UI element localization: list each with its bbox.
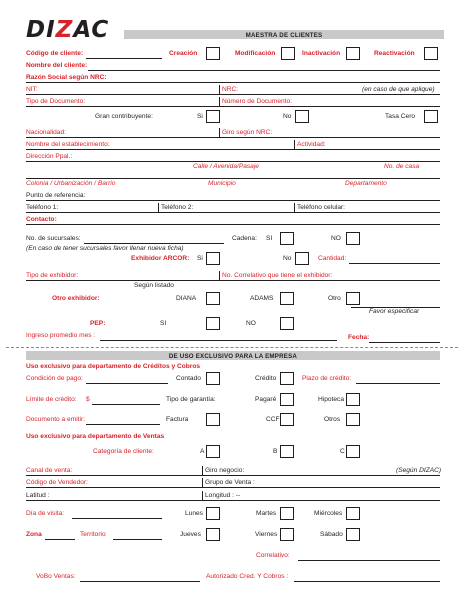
sucursales-note: (En caso de tener sucursales favor llenar nueva ficha)	[26, 245, 184, 252]
condicion-pago-field[interactable]	[86, 383, 168, 384]
correlativo-label: Correlativo:	[256, 552, 290, 559]
nit-label: NIT:	[26, 86, 38, 93]
nombre-cliente-label: Nombre del cliente:	[26, 62, 88, 69]
pep-si-checkbox[interactable]	[206, 317, 220, 330]
factura-checkbox[interactable]	[206, 413, 220, 426]
page-title: MAESTRA DE CLIENTES	[245, 31, 323, 39]
ccf-label: CCF	[266, 416, 280, 423]
segun-dizac-label: (Según DIZAC)	[396, 467, 442, 474]
autorizado-label: Autorizado Cred. Y Cobros :	[206, 573, 289, 580]
hipoteca-label: Hipoteca	[318, 396, 345, 403]
tipo-documento-line[interactable]	[26, 106, 440, 107]
telefonos-line[interactable]	[26, 212, 440, 213]
giro-negocio-label: Giro negocio:	[205, 467, 245, 474]
tipo-exhibidor-label: Tipo de exhibidor:	[26, 272, 79, 279]
otros-label: Otros	[324, 416, 341, 423]
limite-credito-field[interactable]	[92, 404, 160, 405]
categoria-c-checkbox[interactable]	[346, 445, 360, 458]
credito-label: Crédito	[255, 375, 277, 382]
condicion-pago-label: Condición de pago:	[26, 375, 83, 382]
sabado-checkbox[interactable]	[346, 528, 360, 541]
jueves-label: Jueves	[180, 531, 201, 538]
no-correlativo-label: No. Correlativo que tiene el exhibidor:	[222, 272, 333, 279]
martes-checkbox[interactable]	[280, 507, 294, 520]
categoria-a-checkbox[interactable]	[206, 445, 220, 458]
zona-label: Zona	[26, 531, 42, 538]
pep-si-label: SI	[160, 320, 167, 327]
gran-contribuyente-si-checkbox[interactable]	[206, 110, 220, 123]
exhibidor-no-label: No	[283, 255, 292, 262]
categoria-c-label: C	[340, 448, 345, 455]
fecha-field[interactable]	[369, 342, 440, 343]
viernes-label: Viernes	[255, 531, 278, 538]
exhibidor-no-checkbox[interactable]	[295, 252, 309, 265]
dia-visita-label: Día de visita:	[26, 510, 65, 517]
segun-listado-label: Según listado	[134, 282, 174, 289]
punto-referencia-label: Punto de referencia:	[26, 192, 86, 199]
otro-exhibidor-label: Otro exhibidor:	[52, 295, 100, 302]
no-sucursales-field[interactable]	[84, 243, 224, 244]
pep-no-checkbox[interactable]	[280, 317, 294, 330]
viernes-checkbox[interactable]	[280, 528, 294, 541]
territorio-label: Territorio	[80, 531, 106, 538]
calle-hint: Calle / Avenida/Pasaje	[193, 163, 259, 170]
inactivacion-checkbox[interactable]	[346, 47, 360, 60]
miercoles-checkbox[interactable]	[346, 507, 360, 520]
favor-especificar-label: Favor especificar	[369, 308, 420, 315]
cadena-no-checkbox[interactable]	[346, 232, 360, 245]
modificacion-checkbox[interactable]	[281, 47, 295, 60]
categoria-a-label: A	[200, 448, 205, 455]
telefono-celular-label: Teléfono celular:	[297, 204, 346, 211]
pagare-checkbox[interactable]	[280, 393, 294, 406]
nrc-hint: (en caso de que aplique)	[362, 86, 435, 93]
lunes-checkbox[interactable]	[206, 507, 220, 520]
giro-nrc-label: Giro según NRC:	[222, 129, 273, 136]
gran-contribuyente-label: Gran contribuyente:	[95, 113, 153, 120]
dizac-logo: DIZAC	[26, 17, 110, 43]
codigo-vendedor-line[interactable]	[26, 487, 440, 488]
adams-checkbox[interactable]	[280, 292, 294, 305]
tasa-cero-label: Tasa Cero	[385, 113, 416, 120]
adams-label: ADAMS	[250, 295, 274, 302]
codigo-cliente-field[interactable]	[86, 58, 162, 59]
cantidad-field[interactable]	[349, 263, 440, 264]
contacto-label: Contacto:	[26, 216, 57, 223]
creacion-label: Creación	[169, 50, 198, 57]
exhibidor-si-label: Si	[197, 255, 203, 262]
punto-referencia-line[interactable]	[26, 200, 440, 201]
cantidad-label: Cantidad:	[318, 255, 347, 262]
divider	[219, 128, 220, 138]
nombre-cliente-field[interactable]	[88, 70, 440, 71]
ingreso-promedio-label: Ingreso promedio mes :	[26, 332, 96, 339]
ventas-section-title: Uso exclusivo para departamento de Ventas	[26, 433, 165, 440]
documento-emitir-field[interactable]	[86, 424, 160, 425]
cadena-no-label: NO	[331, 235, 341, 242]
colonia-hint: Colonia / Urbanización / Barrio	[26, 180, 116, 187]
hipoteca-checkbox[interactable]	[346, 393, 360, 406]
creditos-section-title: Uso exclusivo para departamento de Créditos y Cobros	[26, 363, 201, 370]
empresa-bar	[26, 351, 440, 360]
factura-label: Factura	[166, 416, 189, 423]
departamento-hint: Departamento	[345, 180, 387, 187]
longitud-label: Longitud : --	[205, 492, 241, 499]
contacto-line[interactable]	[26, 224, 440, 225]
telefono2-label: Teléfono 2:	[161, 204, 194, 211]
reactivacion-checkbox[interactable]	[424, 47, 438, 60]
autorizado-field[interactable]	[294, 581, 440, 582]
pep-label: PEP:	[90, 320, 106, 327]
inactivacion-label: Inactivación	[302, 50, 341, 57]
nit-nrc-line[interactable]	[26, 94, 440, 95]
section-divider	[6, 347, 458, 348]
empresa-title: DE USO EXCLUSIVO PARA LA EMPRESA	[168, 352, 298, 360]
actividad-label: Actividad:	[297, 141, 326, 148]
tasa-cero-checkbox[interactable]	[424, 110, 438, 123]
modificacion-label: Modificación	[235, 50, 276, 57]
telefono1-label: Teléfono 1:	[26, 204, 59, 211]
categoria-cliente-label: Categoría de cliente:	[93, 448, 154, 455]
nacionalidad-label: Nacionalidad:	[26, 129, 66, 136]
gran-contribuyente-si-label: Si	[197, 113, 203, 120]
establecimiento-line[interactable]	[26, 149, 440, 150]
cadena-si-label: SI	[266, 235, 273, 242]
codigo-vendedor-label: Código de Vendedor:	[26, 479, 88, 486]
divider	[202, 478, 203, 488]
documento-emitir-label: Documento a emitir:	[26, 416, 85, 423]
ingreso-promedio-field[interactable]	[100, 340, 337, 341]
tipo-exhibidor-line[interactable]	[26, 280, 440, 281]
vobo-ventas-field[interactable]	[80, 581, 200, 582]
numero-documento-label: Número de Documento:	[222, 98, 293, 105]
otro-label: Otro	[328, 295, 341, 302]
fecha-label: Fecha:	[348, 334, 370, 341]
otros-checkbox[interactable]	[346, 413, 360, 426]
divider	[202, 466, 203, 476]
nacionalidad-line[interactable]	[26, 137, 440, 138]
pagare-label: Pagaré	[255, 396, 277, 403]
grupo-venta-label: Grupo de Venta :	[205, 479, 255, 486]
creacion-checkbox[interactable]	[206, 47, 220, 60]
categoria-b-label: B	[273, 448, 278, 455]
razon-social-label: Razón Social según NRC:	[26, 74, 107, 81]
latitud-label: Latitud :	[26, 492, 50, 499]
exhibidor-si-checkbox[interactable]	[206, 252, 220, 265]
canal-venta-label: Canal de venta:	[26, 467, 73, 474]
divider	[219, 97, 220, 107]
header-bar	[124, 30, 444, 39]
sabado-label: Sábado	[320, 531, 343, 538]
correlativo-field[interactable]	[298, 560, 440, 561]
codigo-cliente-label: Código de cliente:	[26, 50, 84, 57]
categoria-b-checkbox[interactable]	[280, 445, 294, 458]
lunes-label: Lunes	[185, 510, 203, 517]
municipio-hint: Municipio	[208, 180, 236, 187]
razon-social-field[interactable]	[26, 82, 440, 83]
cadena-si-checkbox[interactable]	[280, 232, 294, 245]
martes-label: Martes	[256, 510, 277, 517]
latitud-line[interactable]	[26, 500, 440, 501]
nrc-label: NRC:	[222, 86, 239, 93]
no-sucursales-label: No. de sucursales:	[26, 235, 81, 242]
gran-contribuyente-no-checkbox[interactable]	[295, 110, 309, 123]
zona-field[interactable]	[45, 539, 75, 540]
divider	[202, 491, 203, 501]
canal-venta-line[interactable]	[26, 475, 440, 476]
nombre-establecimiento-label: Nombre del establecimiento:	[26, 141, 110, 148]
credito-checkbox[interactable]	[280, 372, 294, 385]
pep-no-label: NO	[246, 320, 256, 327]
gran-contribuyente-no-label: No	[283, 113, 292, 120]
plazo-credito-field[interactable]	[356, 383, 440, 384]
divider	[294, 140, 295, 150]
diana-checkbox[interactable]	[206, 292, 220, 305]
plazo-credito-label: Plazo de crédito:	[302, 375, 352, 382]
limite-credito-label: Límite de crédito:	[26, 396, 77, 403]
contado-label: Contado	[176, 375, 201, 382]
tipo-garantia-label: Tipo de garantía:	[166, 396, 216, 403]
miercoles-label: Miércoles	[314, 510, 343, 517]
direccion-label: Dirección Ppal.:	[26, 153, 73, 160]
ccf-checkbox[interactable]	[280, 413, 294, 426]
direccion-line[interactable]	[26, 161, 440, 162]
exhibidor-arcor-label: Exhibidor ARCOR:	[131, 255, 190, 262]
direccion-line-2[interactable]	[26, 178, 440, 179]
divider	[219, 85, 220, 95]
tipo-documento-label: Tipo de Documento:	[26, 98, 86, 105]
jueves-checkbox[interactable]	[206, 528, 220, 541]
dollar-sign: $	[86, 396, 90, 403]
cadena-label: Cadena:	[232, 235, 257, 242]
divider	[219, 271, 220, 281]
diana-label: DIANA	[176, 295, 197, 302]
vobo-ventas-label: VoBo Ventas:	[36, 573, 76, 580]
contado-checkbox[interactable]	[206, 372, 220, 385]
reactivacion-label: Reactivación	[374, 50, 415, 57]
dia-visita-field[interactable]	[72, 518, 162, 519]
territorio-field[interactable]	[113, 539, 162, 540]
no-casa-hint: No. de casa	[384, 163, 420, 170]
otro-checkbox[interactable]	[346, 292, 360, 305]
